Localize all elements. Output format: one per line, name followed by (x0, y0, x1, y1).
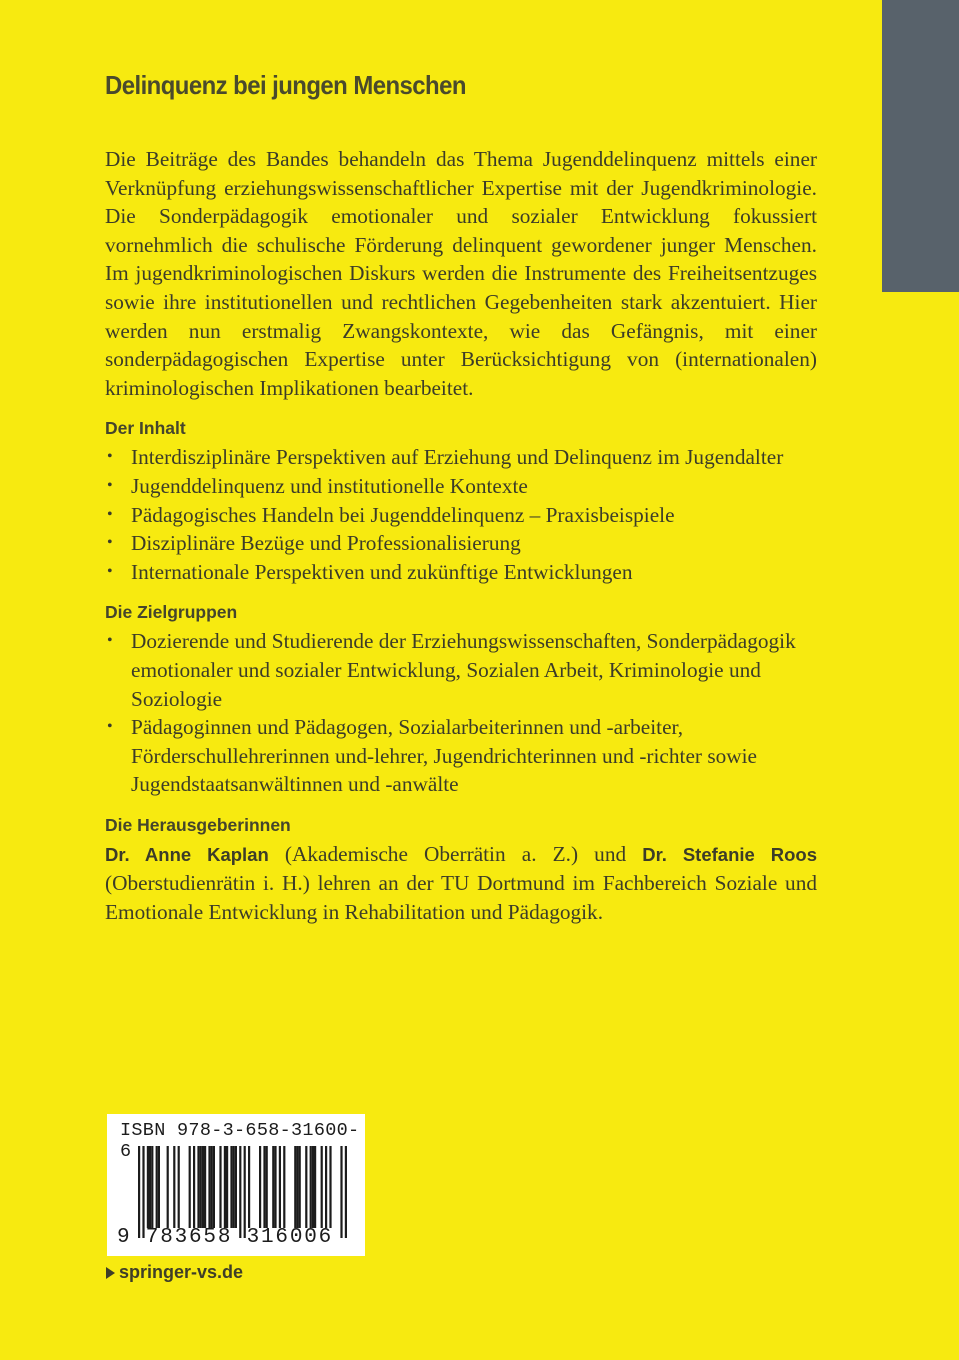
editor-text: (Oberstudienrätin i. H.) lehren an der TU Dortmund im Fachbereich Soziale und Emotionale Entwicklung in Rehabilitation und Pädagogik. (105, 871, 817, 925)
barcode-bar (305, 1146, 307, 1228)
barcode-bar (219, 1146, 221, 1228)
barcode-bar (158, 1146, 160, 1228)
barcode-bar (193, 1146, 195, 1228)
barcode-bar (167, 1146, 169, 1228)
barcode-bar (173, 1146, 175, 1228)
barcode-bar (312, 1146, 314, 1228)
barcode-bar (279, 1146, 281, 1228)
barcode-bar (248, 1146, 250, 1228)
barcode-bar (204, 1146, 206, 1228)
barcode-bar (310, 1146, 312, 1228)
editor-text: (Akademische Oberrätin a. Z.) und (268, 841, 643, 866)
barcode-bar (296, 1146, 298, 1228)
barcode-bar (149, 1146, 151, 1228)
barcode-bar (272, 1146, 274, 1228)
barcode-bar (202, 1146, 204, 1228)
description-paragraph: Die Beiträge des Bandes behandeln das Thema Jugenddelinquenz mittels einer Verknüpfung erziehungswissenschaftlicher Expertise mit der Jugendkriminologie. Die Sonderpädagogik emotionaler und sozialer Entwicklung fokussiert vornehmlich die schulische Förderung delinquent gewordener junger Menschen. Im jugendkriminologischen Diskurs werden die Instrumente des Freiheitsentzuges sowie ihre institutionellen und rechtlichen Gegebenheiten stark akzentuiert. Hier werden nun erstmalig Zwangskontexte, wie das Gefängnis, mit einer sonderpädagogischen Expertise unter Berücksichtigung von (internationalen) kriminologischen Implikationen bearbeitet. (105, 147, 817, 400)
barcode-bar (226, 1146, 228, 1228)
back-cover-text (105, 70, 817, 927)
barcode-bar (151, 1146, 153, 1228)
barcode-bar (283, 1146, 285, 1228)
barcode-bar (259, 1146, 261, 1228)
list-item: • Dozierende und Studierende der Erziehungswissenschaften, Sonderpädagogik emotionaler und sozialer Entwicklung, Sozialen Arbeit, Kriminologie und Soziologie (105, 627, 817, 713)
cover-color-tab (882, 0, 959, 292)
barcode-bar (345, 1146, 347, 1238)
barcode-bar (224, 1146, 226, 1228)
editors-heading: Die Herausgeberinnen (105, 814, 291, 835)
list-item: • Internationale Perspektiven und zukünftige Entwicklungen (105, 558, 817, 587)
contents-heading: Der Inhalt (105, 418, 186, 439)
barcode-bar (299, 1146, 301, 1228)
isbn-barcode (107, 1114, 365, 1256)
barcode-bar (235, 1146, 237, 1228)
barcode-bar (213, 1146, 215, 1228)
barcode-bar (211, 1146, 213, 1228)
barcode-bar (321, 1146, 323, 1228)
barcode-bar (274, 1146, 276, 1228)
list-item: • Disziplinäre Bezüge und Professionalisierung (105, 529, 817, 558)
barcode-bar (314, 1146, 316, 1228)
barcode-bar (266, 1146, 268, 1228)
editors-paragraph (105, 840, 817, 927)
list-item: • Jugenddelinquenz und institutionelle Kontexte (105, 472, 817, 501)
list-item: • Pädagoginnen und Pädagogen, Sozialarbeiterinnen und -arbeiter, Förderschullehrerinnen und-lehrer, Jugendrichterinnen und -richter sowie Jugendstaatsanwältinnen und -anwälte (105, 713, 817, 799)
editor-name: Dr. Stefanie Roos (642, 843, 817, 865)
barcode-bar (178, 1146, 180, 1228)
isbn-label: ISBN 978-3-658-31600-6 (120, 1120, 360, 1162)
barcode-bar (189, 1146, 191, 1228)
barcode-bar (233, 1146, 235, 1228)
barcode-bar (197, 1146, 199, 1228)
barcode-bar (294, 1146, 296, 1228)
arrow-right-icon (106, 1267, 115, 1279)
barcode-bar (325, 1146, 327, 1228)
target-groups-list (105, 627, 817, 799)
target-groups-heading: Die Zielgruppen (105, 602, 238, 623)
barcode-bar (142, 1146, 144, 1238)
list-item: • Pädagogisches Handeln bei Jugenddelinquenz – Praxisbeispiele (105, 501, 817, 530)
barcode-bar (244, 1146, 246, 1238)
barcode-bar (208, 1146, 210, 1228)
book-title: Delinquenz bei jungen Menschen (105, 70, 466, 100)
publisher-website[interactable] (106, 1262, 243, 1283)
barcode-bar (230, 1146, 232, 1228)
list-item: • Interdisziplinäre Perspektiven auf Erziehung und Delinquenz im Jugendalter (105, 443, 817, 472)
contents-list (105, 443, 817, 586)
barcode-bar (147, 1146, 149, 1228)
barcode-bar (340, 1146, 342, 1238)
barcode-bar (239, 1146, 241, 1238)
barcode-bar (156, 1146, 158, 1228)
barcode-bar (329, 1146, 331, 1228)
barcode-bar (138, 1146, 140, 1238)
barcode-bar (200, 1146, 202, 1228)
ean-digits: 9 783658 316006 (117, 1226, 334, 1249)
editor-name: Dr. Anne Kaplan (105, 843, 269, 865)
barcode-bar (263, 1146, 265, 1228)
website-label: springer-vs.de (119, 1262, 244, 1282)
